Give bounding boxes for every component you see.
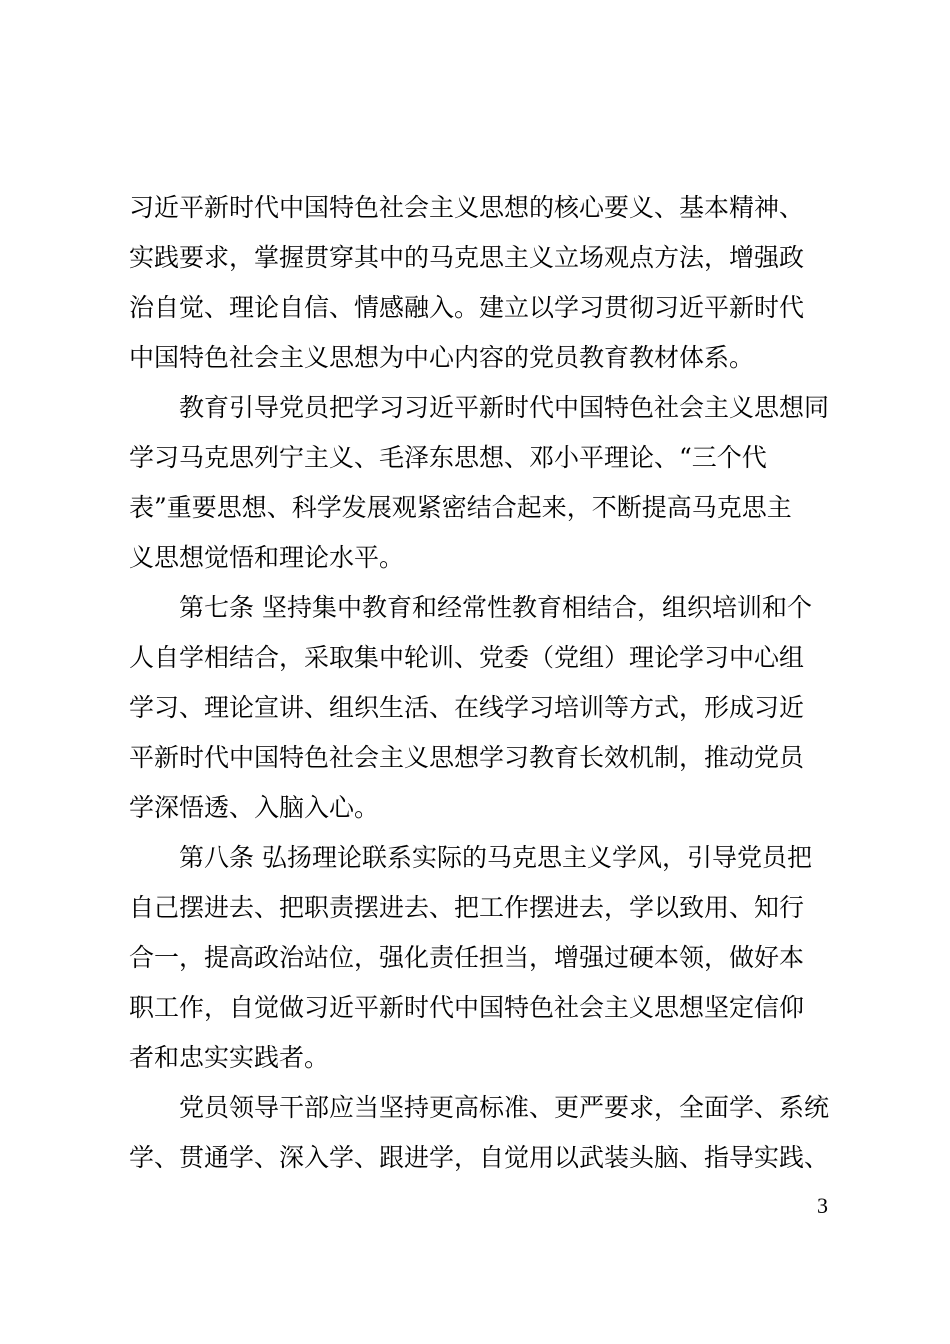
text-line-4: 中国特色社会主义思想为中心内容的党员教育教材体系。	[129, 343, 755, 372]
text-line-15: 自己摆进去、把职责摆进去、把工作摆进去，学以致用、知行	[129, 893, 805, 922]
text-line-19: 党员领导干部应当坚持更高标准、更严要求，全面学、系统	[179, 1093, 830, 1122]
text-line-14: 第八条 弘扬理论联系实际的马克思主义学风，引导党员把	[179, 843, 812, 872]
text-line-2: 实践要求，掌握贯穿其中的马克思主义立场观点方法，增强政	[129, 243, 805, 272]
text-line-13: 学深悟透、入脑入心。	[129, 793, 380, 822]
text-line-17: 职工作，自觉做习近平新时代中国特色社会主义思想坚定信仰	[129, 993, 805, 1022]
page-number: 3	[817, 1193, 828, 1218]
text-line-20: 学、贯通学、深入学、跟进学，自觉用以武装头脑、指导实践、	[129, 1143, 830, 1172]
text-line-10: 人自学相结合，采取集中轮训、党委（党组）理论学习中心组	[129, 643, 805, 672]
text-line-12: 平新时代中国特色社会主义思想学习教育长效机制，推动党员	[129, 743, 805, 772]
text-line-7: 表”重要思想、科学发展观紧密结合起来，不断提高马克思主	[129, 493, 792, 522]
text-line-3: 治自觉、理论自信、情感融入。建立以学习贯彻习近平新时代	[129, 293, 805, 322]
text-line-16: 合一，提高政治站位，强化责任担当，增强过硬本领，做好本	[129, 943, 805, 972]
text-line-11: 学习、理论宣讲、组织生活、在线学习培训等方式，形成习近	[129, 693, 805, 722]
text-line-1: 习近平新时代中国特色社会主义思想的核心要义、基本精神、	[129, 193, 805, 222]
text-line-5: 教育引导党员把学习习近平新时代中国特色社会主义思想同	[179, 393, 830, 422]
text-line-18: 者和忠实实践者。	[129, 1043, 330, 1072]
text-line-6: 学习马克思列宁主义、毛泽东思想、邓小平理论、“三个代	[129, 443, 767, 472]
text-line-9: 第七条 坚持集中教育和经常性教育相结合，组织培训和个	[179, 593, 812, 622]
text-line-8: 义思想觉悟和理论水平。	[129, 543, 405, 572]
